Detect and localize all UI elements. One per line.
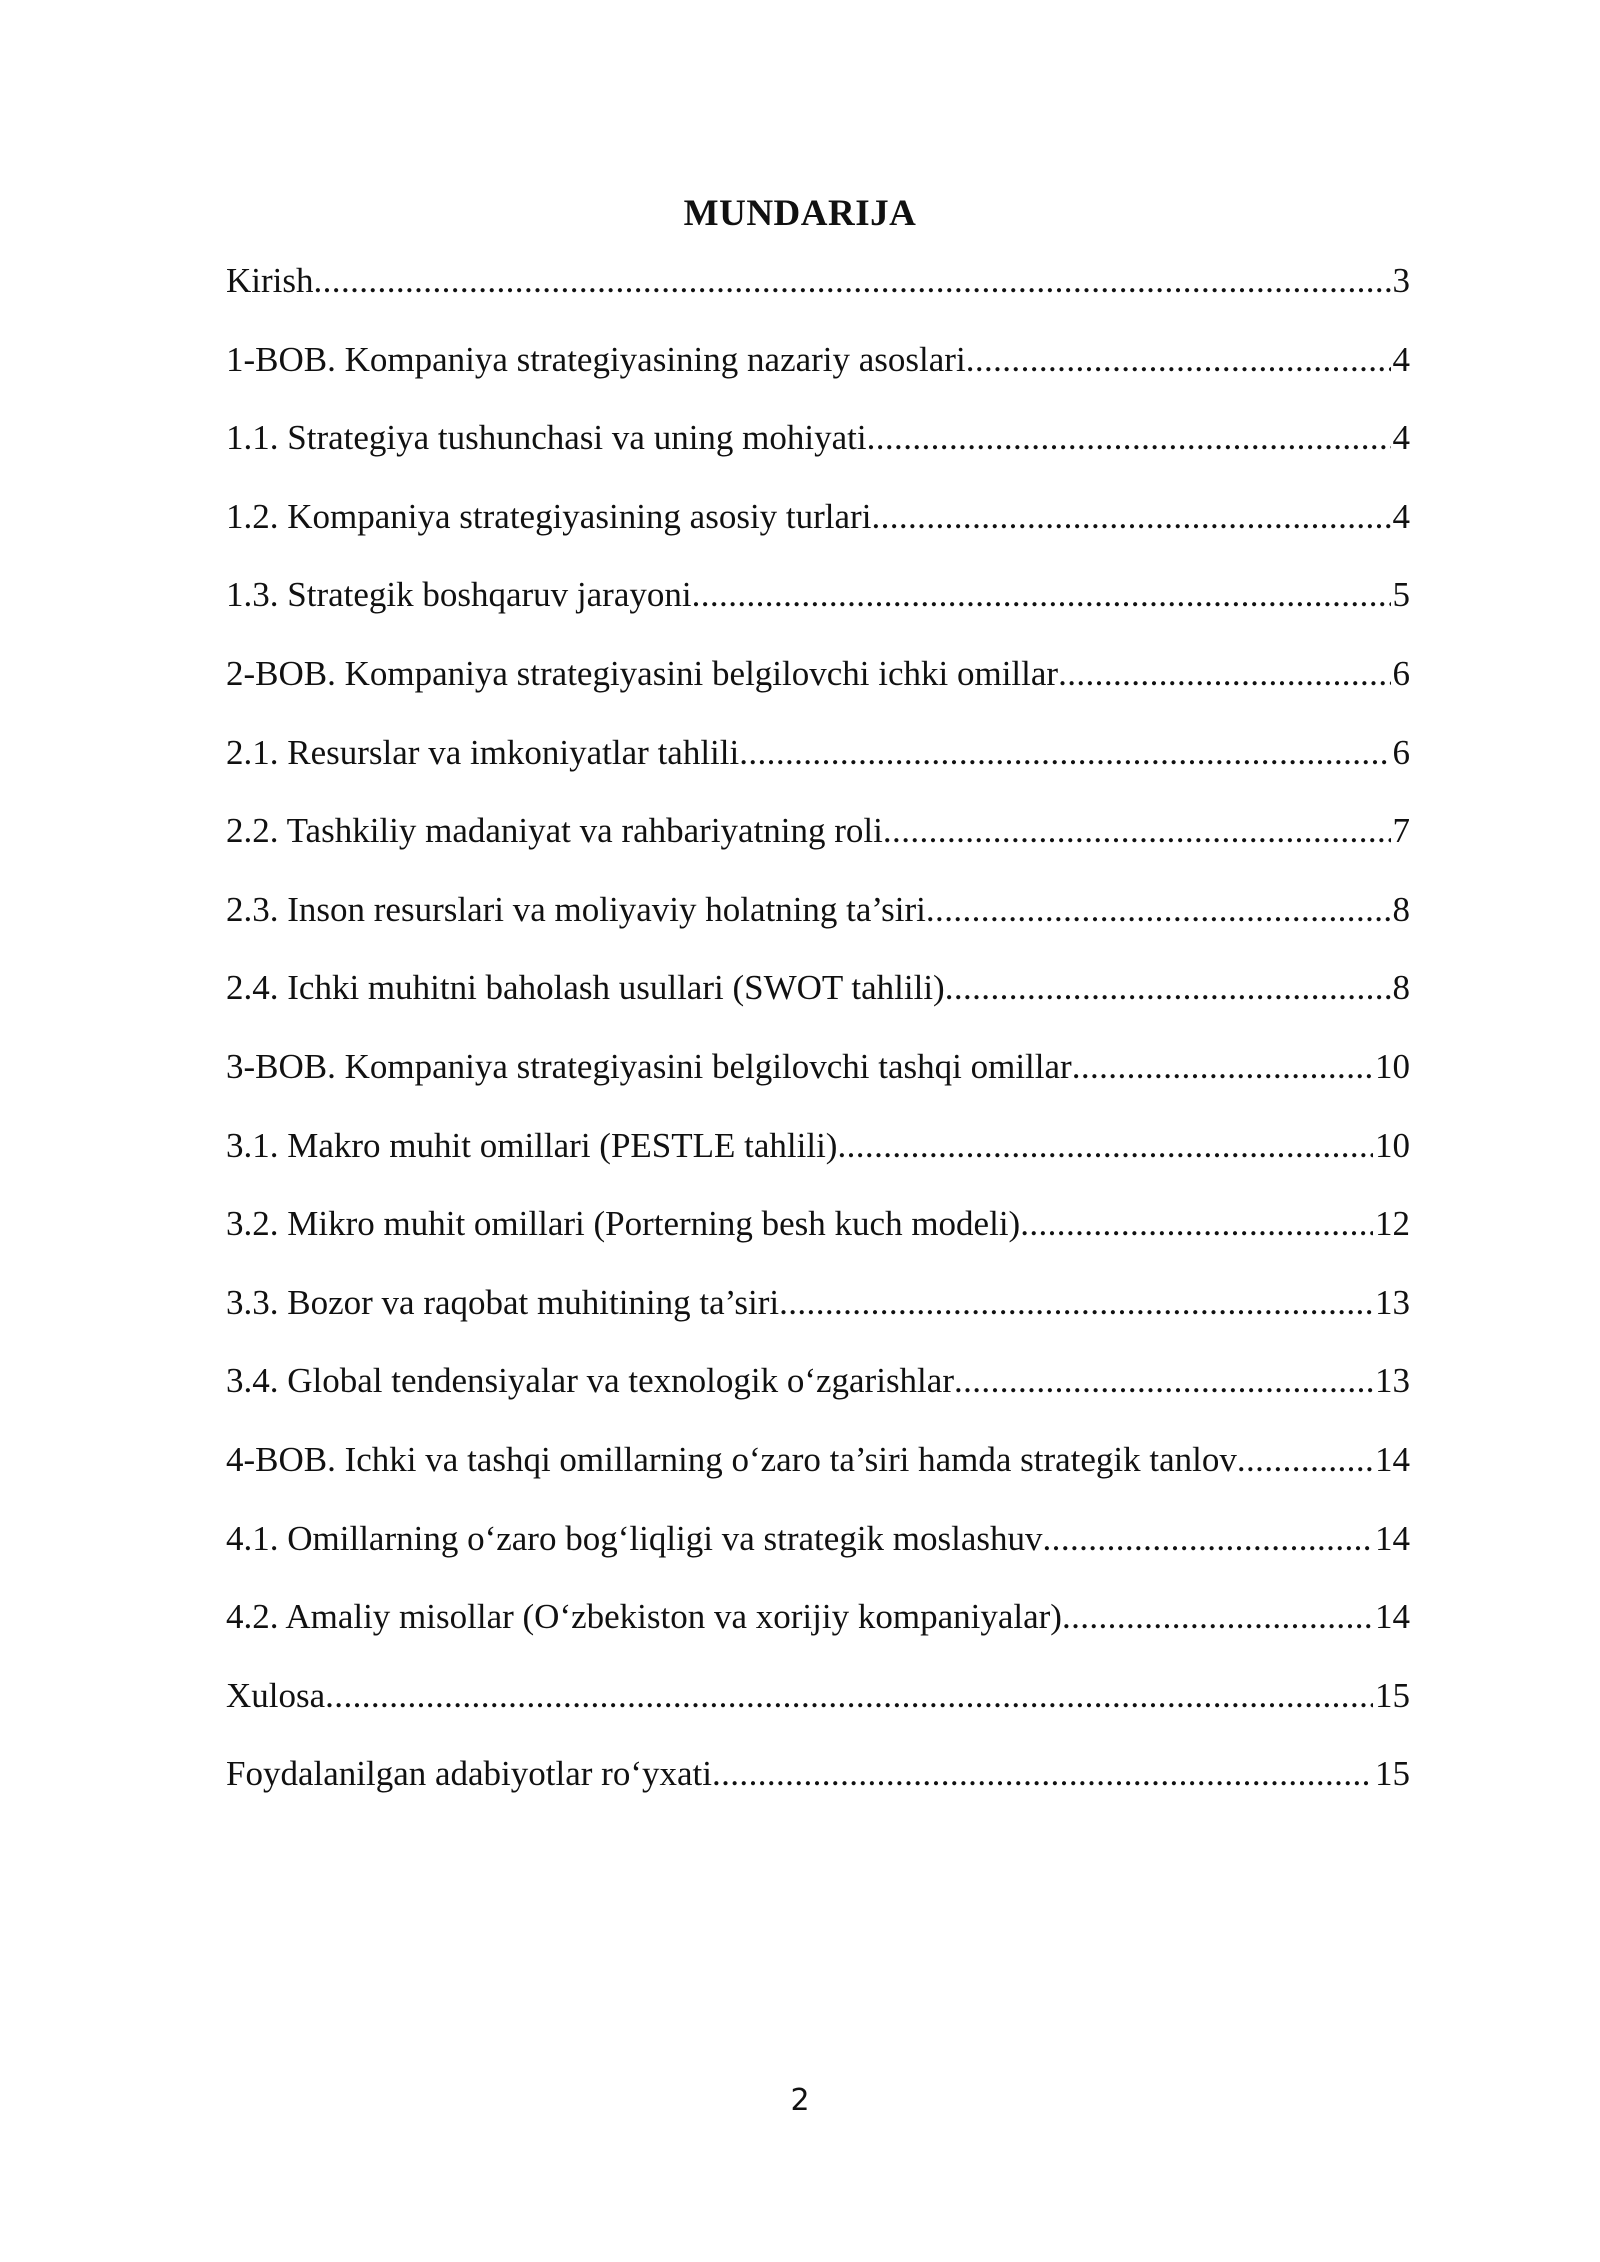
toc-entry-text: Xulosa — [226, 1675, 326, 1715]
toc-entry — [226, 880, 1410, 959]
toc-leader-dots — [1058, 644, 1390, 704]
toc-entry — [226, 330, 1410, 409]
toc-entry-page: 13 — [1375, 1282, 1410, 1322]
toc-entry-page: 5 — [1392, 575, 1410, 615]
toc-entry-text: 2-BOB. Kompaniya strategiyasini belgilovchi ichki omillar — [226, 653, 1059, 693]
toc-entry-text: 2.2. Tashkiliy madaniyat va rahbariyatning roli — [226, 811, 883, 851]
toc-entry-text: Kirish — [226, 261, 314, 300]
toc-leader-dots — [926, 880, 1391, 940]
toc-entry-text: 4.1. Omillarning o‘zaro bog‘liqligi va strategik moslashuv — [226, 1518, 1043, 1558]
toc-entry-page: 3 — [1392, 261, 1410, 300]
toc-entry-page: 15 — [1375, 1754, 1410, 1794]
toc-entry — [226, 251, 1410, 330]
toc-entry-page: 14 — [1375, 1439, 1410, 1479]
toc-entry — [226, 565, 1410, 644]
toc-entry — [226, 1273, 1410, 1352]
toc-entry-text: 3.3. Bozor va raqobat muhitining ta’siri — [226, 1282, 780, 1322]
toc-leader-dots — [1062, 1587, 1373, 1647]
toc-leader-dots — [314, 251, 1391, 311]
toc-entry — [226, 487, 1410, 566]
toc-entry-text: 2.4. Ichki muhitni baholash usullari (SWOT tahlili) — [226, 968, 945, 1008]
toc-entry-text: 2.1. Resurslar va imkoniyatlar tahlili — [226, 732, 740, 772]
toc-leader-dots — [739, 723, 1390, 783]
toc-entry — [226, 723, 1410, 802]
toc-entry-page: 15 — [1375, 1675, 1410, 1715]
toc-title: MUNDARIJA — [683, 193, 917, 234]
toc-leader-dots — [867, 408, 1391, 468]
toc-entry-text: 3-BOB. Kompaniya strategiyasini belgilovchi tashqi omillar — [226, 1046, 1072, 1086]
toc-entry-text: 3.1. Makro muhit omillari (PESTLE tahlili) — [226, 1125, 838, 1165]
toc-entry-text: 3.4. Global tendensiyalar va texnologik o‘zgarishlar — [226, 1361, 954, 1401]
toc-entry — [226, 1509, 1410, 1588]
toc-entry — [226, 958, 1410, 1037]
toc-entry-page: 14 — [1375, 1518, 1410, 1558]
toc-entry-page: 8 — [1392, 968, 1410, 1008]
toc-entry-page: 10 — [1375, 1125, 1410, 1165]
toc-entry — [226, 1587, 1410, 1666]
toc-entry-page: 4 — [1392, 339, 1410, 379]
toc-entry-page: 7 — [1392, 811, 1410, 851]
toc-leader-dots — [954, 1351, 1373, 1411]
toc-entry-text: Foydalanilgan adabiyotlar ro‘yxati — [226, 1754, 712, 1794]
toc-leader-dots — [837, 1116, 1373, 1176]
toc-entry-text: 1-BOB. Kompaniya strategiyasining nazariy asoslari — [226, 339, 966, 379]
toc-entry-text: 1.2. Kompaniya strategiyasining asosiy turlari — [226, 496, 872, 536]
page-number: 2 — [790, 2083, 810, 2118]
toc-leader-dots — [712, 1744, 1373, 1804]
toc-entry-page: 8 — [1392, 889, 1410, 929]
toc-entry — [226, 644, 1410, 723]
toc-entry-page: 6 — [1392, 653, 1410, 693]
toc-entry — [226, 408, 1410, 487]
toc-entry-page: 4 — [1392, 496, 1410, 536]
toc-entry — [226, 1194, 1410, 1273]
toc-leader-dots — [945, 958, 1391, 1018]
toc-entry-text: 1.1. Strategiya tushunchasi va uning mohiyati — [226, 418, 867, 458]
toc-entry — [226, 1351, 1410, 1430]
toc-leader-dots — [779, 1273, 1373, 1333]
toc-leader-dots — [1072, 1037, 1373, 1097]
toc-entry-page: 6 — [1392, 732, 1410, 772]
toc-leader-dots — [883, 801, 1391, 861]
toc-entry — [226, 1666, 1410, 1745]
toc-leader-dots — [1020, 1194, 1373, 1254]
toc-entry-text: 3.2. Mikro muhit omillari (Porterning besh kuch modeli) — [226, 1204, 1021, 1244]
toc-leader-dots — [692, 565, 1391, 625]
toc-leader-dots — [325, 1666, 1373, 1726]
toc-entry — [226, 1430, 1410, 1509]
toc-entry-text: 4.2. Amaliy misollar (O‘zbekiston va xorijiy kompaniyalar) — [226, 1597, 1062, 1637]
toc-leader-dots — [966, 330, 1391, 390]
toc-entry-page: 10 — [1375, 1046, 1410, 1086]
toc-entry — [226, 801, 1410, 880]
toc-entry-text: 1.3. Strategik boshqaruv jarayoni — [226, 575, 692, 615]
toc-leader-dots — [1237, 1430, 1373, 1490]
toc-entry-page: 12 — [1375, 1204, 1410, 1244]
toc-entry-page: 4 — [1392, 418, 1410, 458]
toc-entry-text: 4-BOB. Ichki va tashqi omillarning o‘zaro ta’siri hamda strategik tanlov — [226, 1439, 1237, 1479]
toc-leader-dots — [1043, 1509, 1373, 1569]
table-of-contents — [226, 251, 1410, 1823]
toc-entry — [226, 1037, 1410, 1116]
toc-entry — [226, 1744, 1410, 1823]
toc-entry — [226, 1116, 1410, 1195]
toc-entry-text: 2.3. Inson resurslari va moliyaviy holatning ta’siri — [226, 889, 926, 929]
toc-entry-page: 14 — [1375, 1597, 1410, 1637]
toc-entry-page: 13 — [1375, 1361, 1410, 1401]
toc-leader-dots — [871, 487, 1390, 547]
